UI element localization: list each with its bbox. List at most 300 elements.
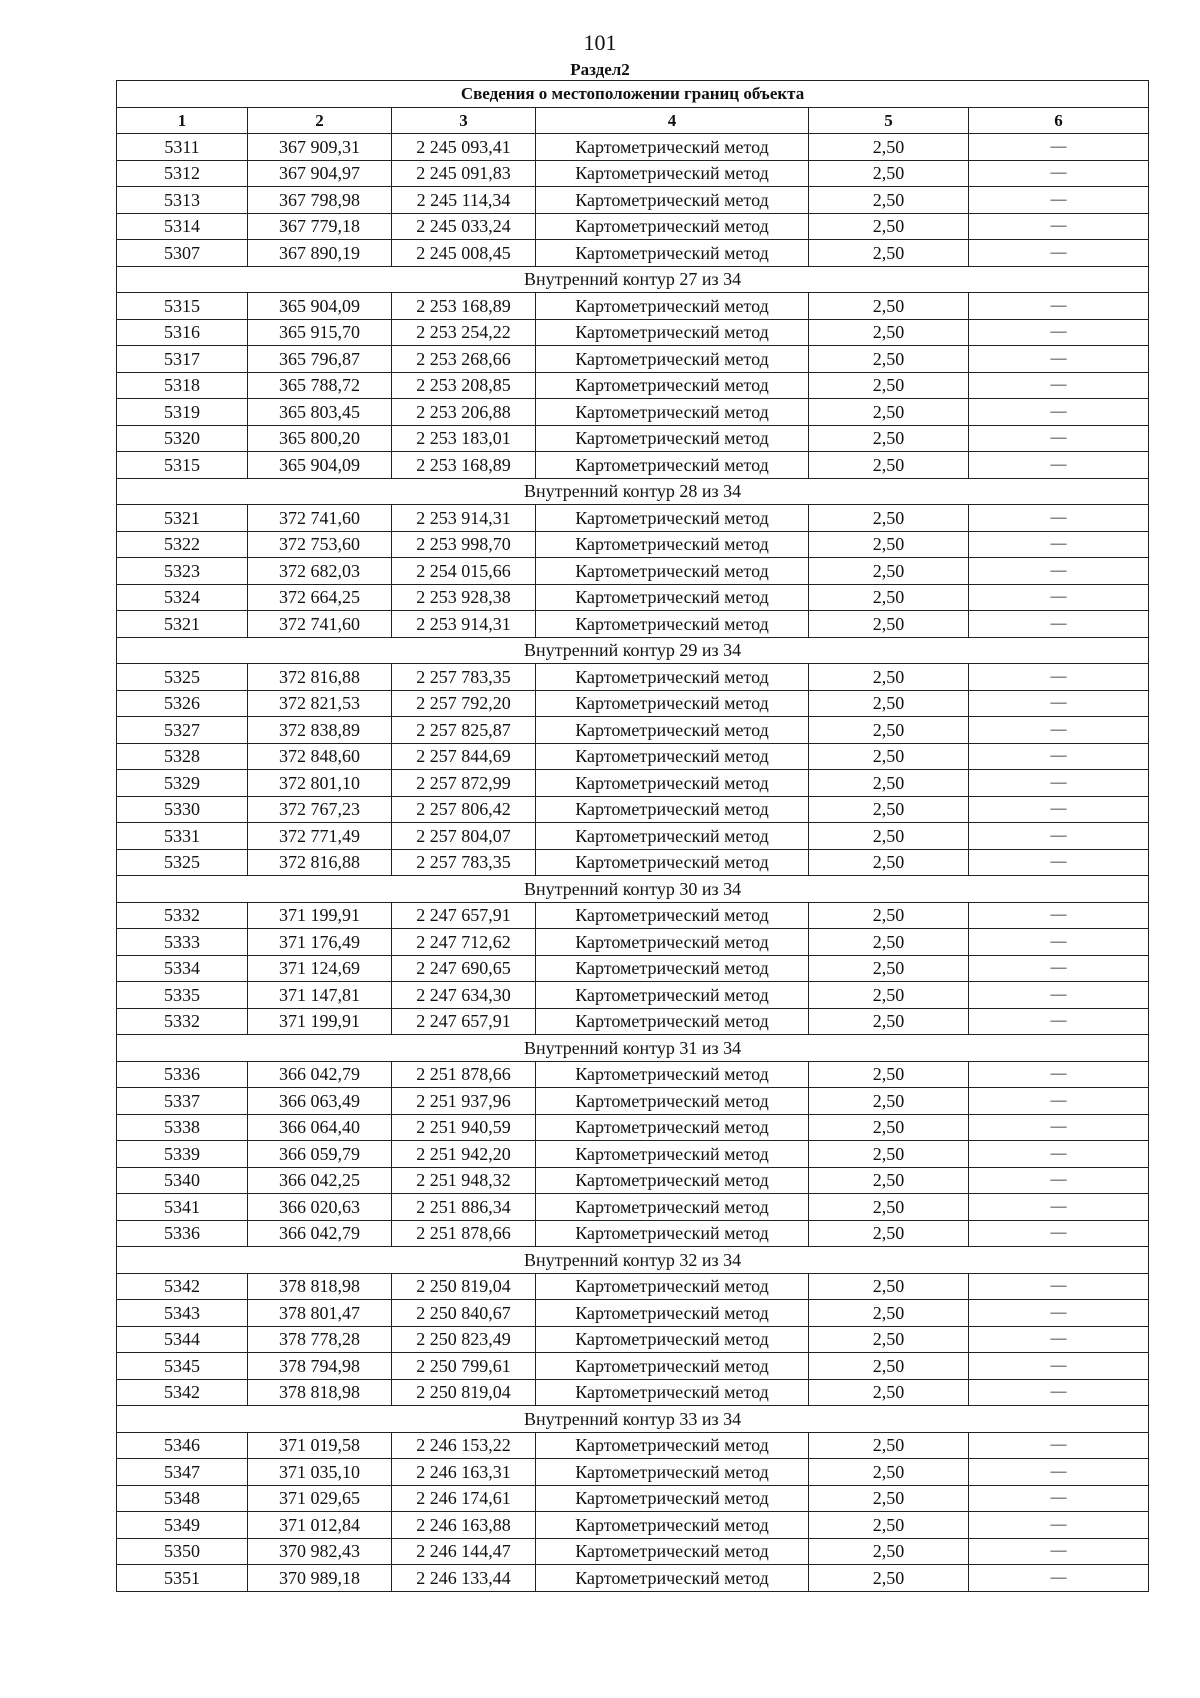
column-header-3: 3 — [392, 107, 536, 134]
method-cell: Картометрический метод — [536, 1220, 809, 1247]
description-cell: — — [969, 1485, 1149, 1512]
accuracy-cell: 2,50 — [809, 717, 969, 744]
coord-y-cell: 2 253 183,01 — [392, 425, 536, 452]
coord-x-cell: 367 890,19 — [248, 240, 392, 267]
coord-y-cell: 2 247 712,62 — [392, 929, 536, 956]
column-header-row — [117, 107, 1149, 134]
table-row — [117, 452, 1149, 479]
coord-x-cell: 378 801,47 — [248, 1300, 392, 1327]
point-number-cell: 5313 — [117, 187, 248, 214]
accuracy-cell: 2,50 — [809, 558, 969, 585]
coord-x-cell: 366 042,79 — [248, 1061, 392, 1088]
accuracy-cell: 2,50 — [809, 1141, 969, 1168]
accuracy-cell: 2,50 — [809, 1432, 969, 1459]
point-number-cell: 5323 — [117, 558, 248, 585]
point-number-cell: 5346 — [117, 1432, 248, 1459]
accuracy-cell: 2,50 — [809, 531, 969, 558]
description-cell: — — [969, 372, 1149, 399]
method-cell: Картометрический метод — [536, 531, 809, 558]
contour-header-row — [117, 1247, 1149, 1274]
description-cell: — — [969, 187, 1149, 214]
page-number: 101 — [583, 30, 617, 55]
table-row — [117, 1459, 1149, 1486]
accuracy-cell: 2,50 — [809, 1538, 969, 1565]
description-cell: — — [969, 1353, 1149, 1380]
section-title: Раздел2 — [570, 60, 630, 79]
method-cell: Картометрический метод — [536, 770, 809, 797]
table-row — [117, 1326, 1149, 1353]
coord-y-cell: 2 247 657,91 — [392, 1008, 536, 1035]
coord-y-cell: 2 257 806,42 — [392, 796, 536, 823]
coord-x-cell: 366 020,63 — [248, 1194, 392, 1221]
point-number-cell: 5351 — [117, 1565, 248, 1592]
point-number-cell: 5343 — [117, 1300, 248, 1327]
point-number-cell: 5331 — [117, 823, 248, 850]
column-header-5: 5 — [809, 107, 969, 134]
accuracy-cell: 2,50 — [809, 1061, 969, 1088]
accuracy-cell: 2,50 — [809, 452, 969, 479]
description-cell: — — [969, 425, 1149, 452]
table-row — [117, 717, 1149, 744]
point-number-cell: 5325 — [117, 664, 248, 691]
method-cell: Картометрический метод — [536, 664, 809, 691]
method-cell: Картометрический метод — [536, 1459, 809, 1486]
accuracy-cell: 2,50 — [809, 1194, 969, 1221]
description-cell: — — [969, 902, 1149, 929]
accuracy-cell: 2,50 — [809, 902, 969, 929]
coord-x-cell: 365 904,09 — [248, 293, 392, 320]
contour-label: Внутренний контур 28 из 34 — [117, 478, 1149, 505]
description-cell: — — [969, 717, 1149, 744]
description-cell: — — [969, 319, 1149, 346]
table-row — [117, 293, 1149, 320]
description-cell: — — [969, 849, 1149, 876]
method-cell: Картометрический метод — [536, 372, 809, 399]
coord-y-cell: 2 253 914,31 — [392, 611, 536, 638]
point-number-cell: 5316 — [117, 319, 248, 346]
description-cell: — — [969, 213, 1149, 240]
description-cell: — — [969, 1141, 1149, 1168]
description-cell: — — [969, 1459, 1149, 1486]
accuracy-cell: 2,50 — [809, 743, 969, 770]
method-cell: Картометрический метод — [536, 955, 809, 982]
description-cell: — — [969, 611, 1149, 638]
method-cell: Картометрический метод — [536, 690, 809, 717]
point-number-cell: 5312 — [117, 160, 248, 187]
contour-label: Внутренний контур 30 из 34 — [117, 876, 1149, 903]
table-row — [117, 240, 1149, 267]
method-cell: Картометрический метод — [536, 1432, 809, 1459]
accuracy-cell: 2,50 — [809, 955, 969, 982]
coord-y-cell: 2 246 174,61 — [392, 1485, 536, 1512]
accuracy-cell: 2,50 — [809, 1326, 969, 1353]
point-number-cell: 5314 — [117, 213, 248, 240]
coord-x-cell: 365 796,87 — [248, 346, 392, 373]
point-number-cell: 5307 — [117, 240, 248, 267]
description-cell: — — [969, 690, 1149, 717]
coord-y-cell: 2 254 015,66 — [392, 558, 536, 585]
coord-x-cell: 372 848,60 — [248, 743, 392, 770]
coord-y-cell: 2 251 878,66 — [392, 1220, 536, 1247]
description-cell: — — [969, 1114, 1149, 1141]
method-cell: Картометрический метод — [536, 346, 809, 373]
point-number-cell: 5342 — [117, 1379, 248, 1406]
contour-header-row — [117, 478, 1149, 505]
accuracy-cell: 2,50 — [809, 293, 969, 320]
method-cell: Картометрический метод — [536, 452, 809, 479]
description-cell: — — [969, 955, 1149, 982]
method-cell: Картометрический метод — [536, 319, 809, 346]
description-cell: — — [969, 160, 1149, 187]
accuracy-cell: 2,50 — [809, 134, 969, 161]
method-cell: Картометрический метод — [536, 1512, 809, 1539]
point-number-cell: 5350 — [117, 1538, 248, 1565]
coord-y-cell: 2 251 940,59 — [392, 1114, 536, 1141]
method-cell: Картометрический метод — [536, 611, 809, 638]
coord-y-cell: 2 246 144,47 — [392, 1538, 536, 1565]
description-cell: — — [969, 823, 1149, 850]
table-row — [117, 1141, 1149, 1168]
coord-x-cell: 366 059,79 — [248, 1141, 392, 1168]
description-cell: — — [969, 664, 1149, 691]
table-caption: Сведения о местоположении границ объекта — [117, 81, 1149, 108]
coord-y-cell: 2 246 153,22 — [392, 1432, 536, 1459]
table-row — [117, 611, 1149, 638]
point-number-cell: 5329 — [117, 770, 248, 797]
method-cell: Картометрический метод — [536, 213, 809, 240]
point-number-cell: 5338 — [117, 1114, 248, 1141]
description-cell: — — [969, 531, 1149, 558]
description-cell: — — [969, 1088, 1149, 1115]
contour-label: Внутренний контур 32 из 34 — [117, 1247, 1149, 1274]
column-header-1: 1 — [117, 107, 248, 134]
accuracy-cell: 2,50 — [809, 1114, 969, 1141]
coord-y-cell: 2 257 872,99 — [392, 770, 536, 797]
accuracy-cell: 2,50 — [809, 1565, 969, 1592]
accuracy-cell: 2,50 — [809, 240, 969, 267]
table-row — [117, 929, 1149, 956]
method-cell: Картометрический метод — [536, 717, 809, 744]
table-row — [117, 1353, 1149, 1380]
description-cell: — — [969, 505, 1149, 532]
table-row — [117, 902, 1149, 929]
coord-y-cell: 2 253 206,88 — [392, 399, 536, 426]
table-row — [117, 1167, 1149, 1194]
point-number-cell: 5342 — [117, 1273, 248, 1300]
point-number-cell: 5349 — [117, 1512, 248, 1539]
coord-y-cell: 2 245 091,83 — [392, 160, 536, 187]
accuracy-cell: 2,50 — [809, 1459, 969, 1486]
table-row — [117, 1485, 1149, 1512]
accuracy-cell: 2,50 — [809, 213, 969, 240]
coord-x-cell: 367 904,97 — [248, 160, 392, 187]
coord-y-cell: 2 251 942,20 — [392, 1141, 536, 1168]
point-number-cell: 5315 — [117, 293, 248, 320]
point-number-cell: 5340 — [117, 1167, 248, 1194]
coord-y-cell: 2 253 914,31 — [392, 505, 536, 532]
coord-y-cell: 2 250 823,49 — [392, 1326, 536, 1353]
accuracy-cell: 2,50 — [809, 929, 969, 956]
coord-x-cell: 371 176,49 — [248, 929, 392, 956]
contour-label: Внутренний контур 29 из 34 — [117, 637, 1149, 664]
table-row — [117, 796, 1149, 823]
coord-y-cell: 2 251 878,66 — [392, 1061, 536, 1088]
method-cell: Картометрический метод — [536, 929, 809, 956]
coord-y-cell: 2 247 690,65 — [392, 955, 536, 982]
coord-x-cell: 370 989,18 — [248, 1565, 392, 1592]
table-row — [117, 187, 1149, 214]
method-cell: Картометрический метод — [536, 584, 809, 611]
coord-y-cell: 2 257 792,20 — [392, 690, 536, 717]
method-cell: Картометрический метод — [536, 1300, 809, 1327]
description-cell: — — [969, 1194, 1149, 1221]
accuracy-cell: 2,50 — [809, 1353, 969, 1380]
method-cell: Картометрический метод — [536, 425, 809, 452]
coord-y-cell: 2 253 998,70 — [392, 531, 536, 558]
coord-x-cell: 372 816,88 — [248, 849, 392, 876]
table-row — [117, 1512, 1149, 1539]
coord-x-cell: 372 767,23 — [248, 796, 392, 823]
method-cell: Картометрический метод — [536, 982, 809, 1009]
description-cell: — — [969, 584, 1149, 611]
coord-x-cell: 371 124,69 — [248, 955, 392, 982]
accuracy-cell: 2,50 — [809, 346, 969, 373]
accuracy-cell: 2,50 — [809, 796, 969, 823]
method-cell: Картометрический метод — [536, 1114, 809, 1141]
description-cell: — — [969, 743, 1149, 770]
coord-y-cell: 2 251 886,34 — [392, 1194, 536, 1221]
point-number-cell: 5320 — [117, 425, 248, 452]
contour-header-row — [117, 1035, 1149, 1062]
coord-x-cell: 366 042,25 — [248, 1167, 392, 1194]
point-number-cell: 5327 — [117, 717, 248, 744]
coord-x-cell: 372 821,53 — [248, 690, 392, 717]
coord-x-cell: 372 741,60 — [248, 505, 392, 532]
coord-x-cell: 371 035,10 — [248, 1459, 392, 1486]
coord-x-cell: 365 904,09 — [248, 452, 392, 479]
coord-x-cell: 365 803,45 — [248, 399, 392, 426]
table-body — [117, 134, 1149, 1592]
table-row — [117, 531, 1149, 558]
table-row — [117, 346, 1149, 373]
coord-x-cell: 366 063,49 — [248, 1088, 392, 1115]
table-row — [117, 399, 1149, 426]
point-number-cell: 5345 — [117, 1353, 248, 1380]
coord-y-cell: 2 253 928,38 — [392, 584, 536, 611]
coord-x-cell: 372 741,60 — [248, 611, 392, 638]
point-number-cell: 5322 — [117, 531, 248, 558]
point-number-cell: 5341 — [117, 1194, 248, 1221]
description-cell: — — [969, 399, 1149, 426]
coord-x-cell: 372 816,88 — [248, 664, 392, 691]
accuracy-cell: 2,50 — [809, 1485, 969, 1512]
coord-y-cell: 2 250 840,67 — [392, 1300, 536, 1327]
table-row — [117, 213, 1149, 240]
point-number-cell: 5334 — [117, 955, 248, 982]
table-row — [117, 505, 1149, 532]
method-cell: Картометрический метод — [536, 1565, 809, 1592]
coord-y-cell: 2 245 008,45 — [392, 240, 536, 267]
coord-y-cell: 2 257 783,35 — [392, 664, 536, 691]
point-number-cell: 5336 — [117, 1061, 248, 1088]
method-cell: Картометрический метод — [536, 1061, 809, 1088]
description-cell: — — [969, 929, 1149, 956]
coord-y-cell: 2 245 114,34 — [392, 187, 536, 214]
coord-y-cell: 2 246 133,44 — [392, 1565, 536, 1592]
method-cell: Картометрический метод — [536, 558, 809, 585]
coord-x-cell: 378 794,98 — [248, 1353, 392, 1380]
coord-x-cell: 371 029,65 — [248, 1485, 392, 1512]
coord-x-cell: 367 909,31 — [248, 134, 392, 161]
point-number-cell: 5333 — [117, 929, 248, 956]
table-row — [117, 1273, 1149, 1300]
method-cell: Картометрический метод — [536, 902, 809, 929]
column-header-2: 2 — [248, 107, 392, 134]
method-cell: Картометрический метод — [536, 1379, 809, 1406]
table-row — [117, 690, 1149, 717]
point-number-cell: 5318 — [117, 372, 248, 399]
description-cell: — — [969, 796, 1149, 823]
coord-x-cell: 365 800,20 — [248, 425, 392, 452]
description-cell: — — [969, 240, 1149, 267]
table-row — [117, 982, 1149, 1009]
coord-x-cell: 371 199,91 — [248, 1008, 392, 1035]
method-cell: Картометрический метод — [536, 1141, 809, 1168]
coord-y-cell: 2 257 804,07 — [392, 823, 536, 850]
coord-x-cell: 367 779,18 — [248, 213, 392, 240]
contour-label: Внутренний контур 31 из 34 — [117, 1035, 1149, 1062]
accuracy-cell: 2,50 — [809, 160, 969, 187]
method-cell: Картометрический метод — [536, 796, 809, 823]
coord-x-cell: 372 753,60 — [248, 531, 392, 558]
point-number-cell: 5330 — [117, 796, 248, 823]
point-number-cell: 5315 — [117, 452, 248, 479]
method-cell: Картометрический метод — [536, 743, 809, 770]
accuracy-cell: 2,50 — [809, 1273, 969, 1300]
table-row — [117, 134, 1149, 161]
coord-y-cell: 2 247 657,91 — [392, 902, 536, 929]
point-number-cell: 5324 — [117, 584, 248, 611]
coord-y-cell: 2 246 163,31 — [392, 1459, 536, 1486]
description-cell: — — [969, 770, 1149, 797]
table-row — [117, 823, 1149, 850]
description-cell: — — [969, 1167, 1149, 1194]
accuracy-cell: 2,50 — [809, 372, 969, 399]
table-row — [117, 584, 1149, 611]
table-row — [117, 160, 1149, 187]
description-cell: — — [969, 1565, 1149, 1592]
contour-header-row — [117, 637, 1149, 664]
point-number-cell: 5335 — [117, 982, 248, 1009]
table-row — [117, 849, 1149, 876]
coord-x-cell: 367 798,98 — [248, 187, 392, 214]
coord-x-cell: 372 801,10 — [248, 770, 392, 797]
point-number-cell: 5336 — [117, 1220, 248, 1247]
column-header-6: 6 — [969, 107, 1149, 134]
point-number-cell: 5348 — [117, 1485, 248, 1512]
table-row — [117, 1114, 1149, 1141]
method-cell: Картометрический метод — [536, 240, 809, 267]
point-number-cell: 5317 — [117, 346, 248, 373]
point-number-cell: 5311 — [117, 134, 248, 161]
method-cell: Картометрический метод — [536, 1273, 809, 1300]
accuracy-cell: 2,50 — [809, 982, 969, 1009]
table-row — [117, 1379, 1149, 1406]
coord-x-cell: 371 019,58 — [248, 1432, 392, 1459]
table-row — [117, 558, 1149, 585]
method-cell: Картометрический метод — [536, 849, 809, 876]
coord-y-cell: 2 250 819,04 — [392, 1379, 536, 1406]
method-cell: Картометрический метод — [536, 1194, 809, 1221]
point-number-cell: 5321 — [117, 505, 248, 532]
accuracy-cell: 2,50 — [809, 849, 969, 876]
point-number-cell: 5344 — [117, 1326, 248, 1353]
method-cell: Картометрический метод — [536, 1353, 809, 1380]
method-cell: Картометрический метод — [536, 134, 809, 161]
coord-x-cell: 372 838,89 — [248, 717, 392, 744]
point-number-cell: 5332 — [117, 902, 248, 929]
point-number-cell: 5332 — [117, 1008, 248, 1035]
coord-x-cell: 365 915,70 — [248, 319, 392, 346]
method-cell: Картометрический метод — [536, 160, 809, 187]
accuracy-cell: 2,50 — [809, 690, 969, 717]
table-row — [117, 664, 1149, 691]
accuracy-cell: 2,50 — [809, 664, 969, 691]
coord-y-cell: 2 247 634,30 — [392, 982, 536, 1009]
description-cell: — — [969, 1273, 1149, 1300]
coord-x-cell: 370 982,43 — [248, 1538, 392, 1565]
contour-header-row — [117, 266, 1149, 293]
table-row — [117, 1538, 1149, 1565]
accuracy-cell: 2,50 — [809, 611, 969, 638]
coord-x-cell: 378 818,98 — [248, 1379, 392, 1406]
coord-y-cell: 2 257 783,35 — [392, 849, 536, 876]
accuracy-cell: 2,50 — [809, 1167, 969, 1194]
description-cell: — — [969, 1300, 1149, 1327]
accuracy-cell: 2,50 — [809, 399, 969, 426]
coord-x-cell: 366 064,40 — [248, 1114, 392, 1141]
method-cell: Картометрический метод — [536, 1088, 809, 1115]
method-cell: Картометрический метод — [536, 1008, 809, 1035]
coord-y-cell: 2 251 937,96 — [392, 1088, 536, 1115]
accuracy-cell: 2,50 — [809, 1088, 969, 1115]
method-cell: Картометрический метод — [536, 187, 809, 214]
description-cell: — — [969, 1220, 1149, 1247]
method-cell: Картометрический метод — [536, 823, 809, 850]
coord-x-cell: 366 042,79 — [248, 1220, 392, 1247]
point-number-cell: 5337 — [117, 1088, 248, 1115]
table-row — [117, 1565, 1149, 1592]
description-cell: — — [969, 1432, 1149, 1459]
description-cell: — — [969, 293, 1149, 320]
coord-x-cell: 371 012,84 — [248, 1512, 392, 1539]
column-header-4: 4 — [536, 107, 809, 134]
method-cell: Картометрический метод — [536, 399, 809, 426]
coord-y-cell: 2 257 844,69 — [392, 743, 536, 770]
coord-x-cell: 371 199,91 — [248, 902, 392, 929]
method-cell: Картометрический метод — [536, 1167, 809, 1194]
point-number-cell: 5339 — [117, 1141, 248, 1168]
accuracy-cell: 2,50 — [809, 823, 969, 850]
contour-label: Внутренний контур 27 из 34 — [117, 266, 1149, 293]
accuracy-cell: 2,50 — [809, 584, 969, 611]
coord-x-cell: 372 771,49 — [248, 823, 392, 850]
accuracy-cell: 2,50 — [809, 1512, 969, 1539]
coord-y-cell: 2 246 163,88 — [392, 1512, 536, 1539]
accuracy-cell: 2,50 — [809, 425, 969, 452]
table-row — [117, 319, 1149, 346]
coord-x-cell: 378 818,98 — [248, 1273, 392, 1300]
